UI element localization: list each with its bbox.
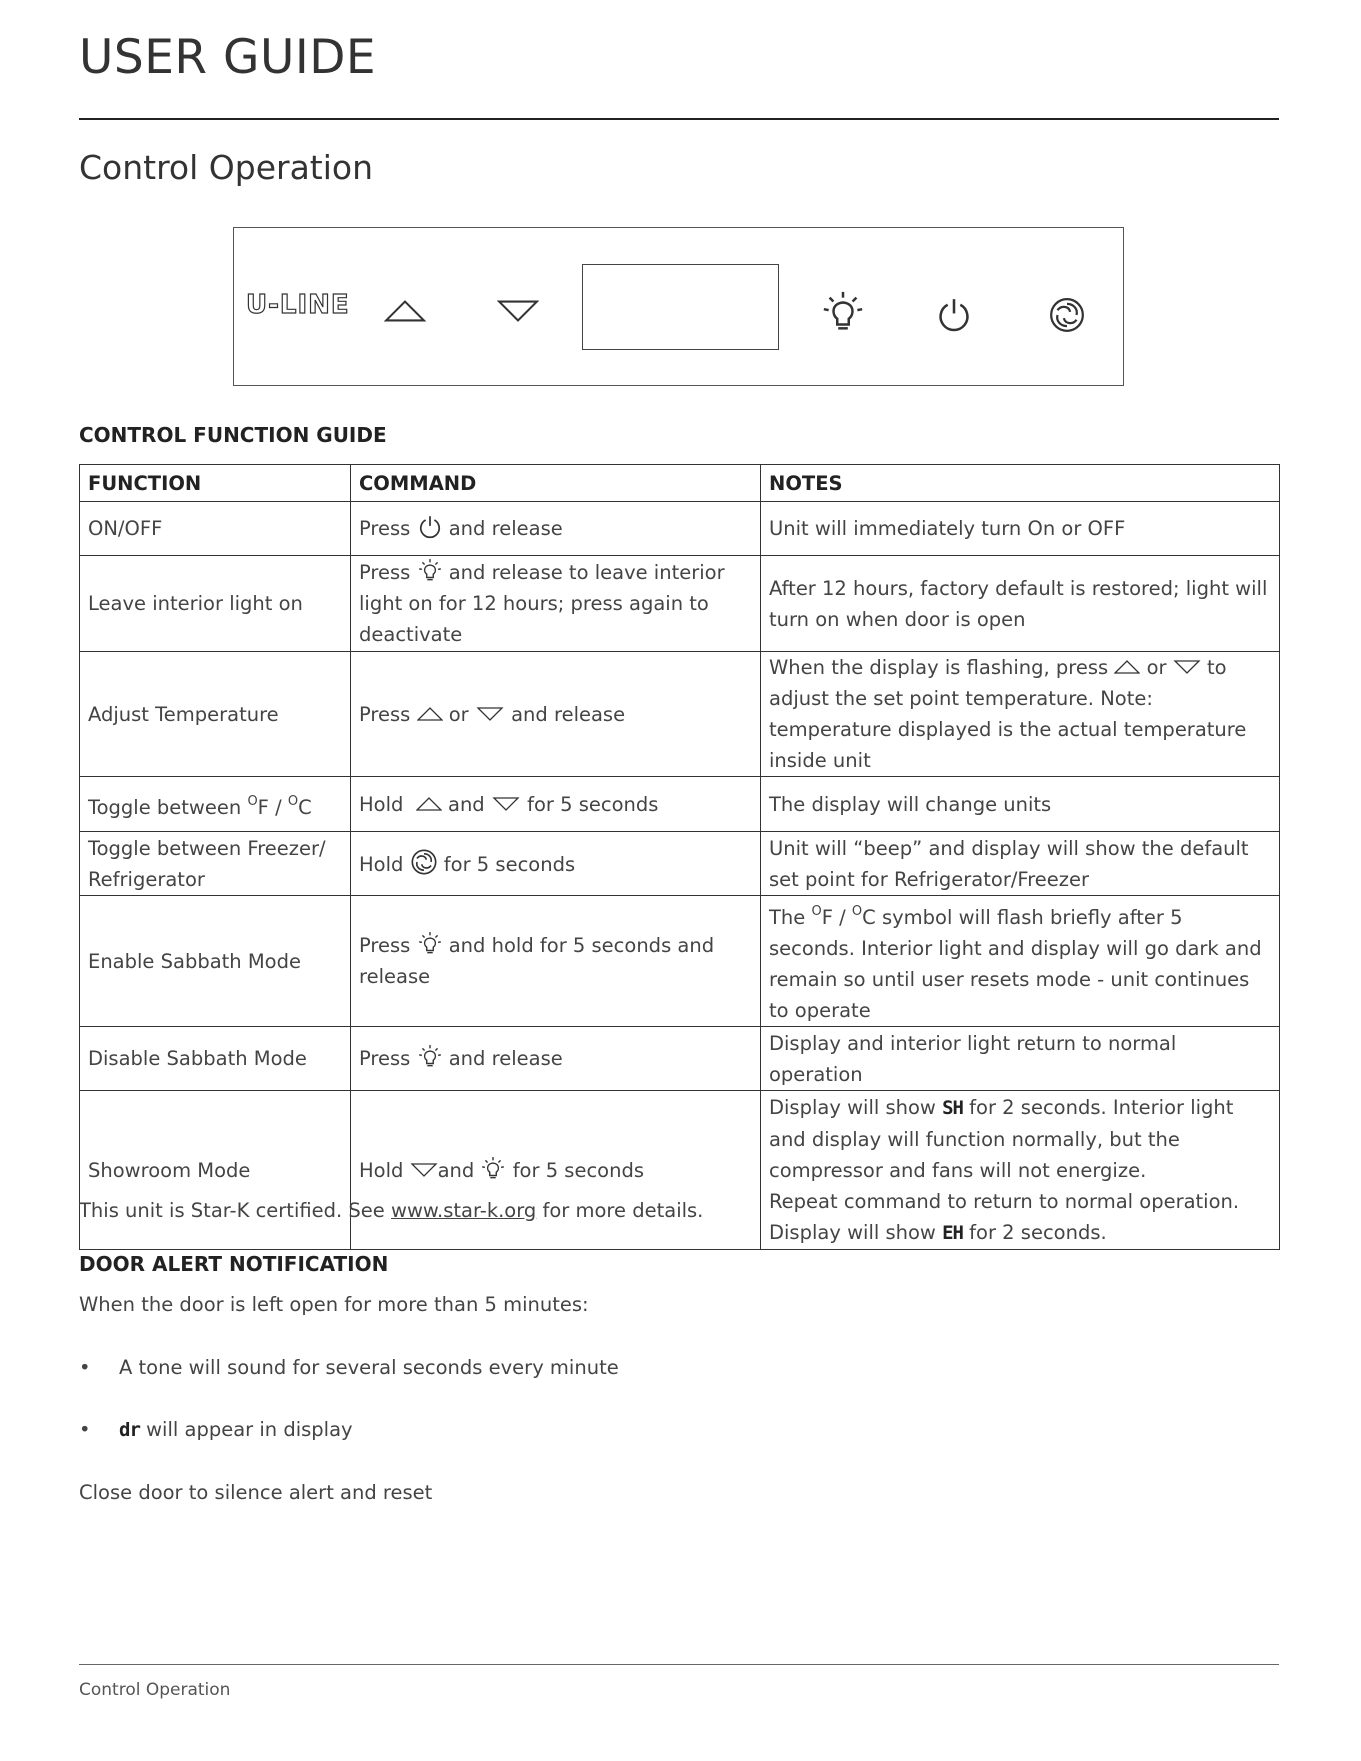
notes-text: When the display is flashing, press bbox=[769, 656, 1109, 679]
table-row bbox=[80, 1091, 1280, 1250]
command-text: Press bbox=[359, 517, 411, 540]
notes-cell bbox=[761, 652, 1280, 777]
function-cell: ON/OFF bbox=[80, 502, 351, 556]
down-arrow-icon bbox=[1173, 660, 1201, 674]
function-cell: Adjust Temperature bbox=[80, 652, 351, 777]
power-icon bbox=[935, 296, 973, 334]
notes-text: for 2 seconds. bbox=[969, 1220, 1107, 1244]
function-text: F / bbox=[257, 795, 282, 819]
table-row bbox=[80, 1027, 1280, 1091]
degree-mark: O bbox=[851, 904, 863, 919]
column-header: NOTES bbox=[761, 465, 1280, 502]
mode-icon bbox=[410, 848, 438, 876]
notes-text: F / bbox=[821, 906, 846, 929]
command-cell bbox=[351, 502, 761, 556]
command-text: and bbox=[448, 792, 485, 816]
control-function-guide-title: CONTROL FUNCTION GUIDE bbox=[79, 423, 387, 447]
notes-text: for 2 seconds. Interior light and display will function normally, but the compressor and fans will not energize. bbox=[769, 1095, 1234, 1182]
table-row bbox=[80, 832, 1280, 896]
notes-text: Display will show bbox=[769, 1095, 936, 1119]
list-item bbox=[79, 1356, 619, 1379]
light-icon bbox=[417, 931, 443, 957]
up-arrow-icon bbox=[416, 797, 442, 811]
notes-text: The bbox=[769, 906, 806, 929]
command-text: and bbox=[437, 1158, 475, 1182]
bullet-text: will appear in display bbox=[146, 1418, 353, 1441]
footer-label: Control Operation bbox=[79, 1680, 231, 1700]
notes-cell bbox=[761, 1091, 1280, 1250]
control-display-window bbox=[582, 264, 779, 350]
down-arrow-icon bbox=[475, 707, 505, 721]
star-k-link[interactable]: www.star-k.org bbox=[391, 1199, 537, 1222]
function-cell bbox=[80, 777, 351, 832]
notes-text: C symbol will flash briefly after 5 seconds. Interior light and display will go dark and remain so until user resets mode - unit continues to operate bbox=[769, 906, 1262, 1022]
table-row bbox=[80, 502, 1280, 556]
column-header: COMMAND bbox=[351, 465, 761, 502]
up-arrow-icon bbox=[417, 707, 443, 721]
command-text: and release to leave interior light on for 12 hours; press again to deactivate bbox=[359, 561, 725, 646]
star-k-text: for more details. bbox=[542, 1199, 704, 1222]
command-cell bbox=[351, 652, 761, 777]
control-function-table bbox=[79, 464, 1280, 1250]
degree-mark: O bbox=[247, 793, 258, 809]
command-text: for 5 seconds bbox=[443, 852, 576, 876]
command-text: Press bbox=[359, 934, 411, 957]
star-k-note bbox=[79, 1199, 703, 1222]
command-text: Press bbox=[359, 561, 411, 584]
command-cell bbox=[351, 556, 761, 652]
display-code: EH bbox=[942, 1221, 963, 1244]
function-cell: Enable Sabbath Mode bbox=[80, 896, 351, 1027]
command-text: Hold bbox=[359, 852, 404, 876]
function-cell: Leave interior light on bbox=[80, 556, 351, 652]
command-cell bbox=[351, 832, 761, 896]
command-text: and release bbox=[448, 1047, 563, 1070]
command-text: Press bbox=[359, 702, 411, 726]
bullet-mark: • bbox=[79, 1356, 91, 1379]
command-text: for 5 seconds bbox=[512, 1158, 645, 1182]
notes-text: Display will show bbox=[769, 1220, 936, 1244]
command-text: Hold bbox=[359, 792, 404, 816]
control-panel-illustration bbox=[233, 227, 1124, 386]
notes-cell bbox=[761, 896, 1280, 1027]
table-row bbox=[80, 777, 1280, 832]
down-arrow-icon bbox=[491, 797, 521, 811]
command-text: and release bbox=[448, 517, 563, 540]
down-arrow-icon bbox=[410, 1163, 438, 1177]
command-cell bbox=[351, 896, 761, 1027]
section-title: Control Operation bbox=[79, 148, 374, 187]
table-row bbox=[80, 896, 1280, 1027]
door-alert-title: DOOR ALERT NOTIFICATION bbox=[79, 1252, 389, 1276]
header-divider bbox=[79, 118, 1279, 120]
column-header: FUNCTION bbox=[80, 465, 351, 502]
table-row bbox=[80, 556, 1280, 652]
command-cell bbox=[351, 1091, 761, 1250]
list-item bbox=[79, 1418, 353, 1441]
notes-cell: After 12 hours, factory default is restored; light will turn on when door is open bbox=[761, 556, 1280, 652]
bullet-text: A tone will sound for several seconds every minute bbox=[119, 1356, 619, 1379]
notes-text: Repeat command to return to normal operation. bbox=[769, 1189, 1240, 1213]
command-text: for 5 seconds bbox=[527, 792, 659, 816]
command-text: and release bbox=[511, 702, 626, 726]
degree-mark: O bbox=[287, 793, 299, 809]
display-code: dr bbox=[119, 1419, 140, 1441]
door-alert-intro: When the door is left open for more than 5 minutes: bbox=[79, 1293, 589, 1316]
notes-cell: Unit will immediately turn On or OFF bbox=[761, 502, 1280, 556]
light-icon bbox=[820, 290, 866, 336]
mode-icon bbox=[1048, 296, 1086, 334]
star-k-text: This unit is Star-K certified. See bbox=[79, 1199, 385, 1222]
uline-logo: U-LINE bbox=[246, 290, 350, 320]
footer-divider bbox=[79, 1664, 1279, 1665]
function-text: Toggle between bbox=[88, 795, 242, 819]
degree-mark: O bbox=[811, 904, 822, 919]
notes-text: or bbox=[1146, 656, 1167, 679]
function-text: C bbox=[298, 795, 312, 819]
up-arrow-icon bbox=[1114, 660, 1140, 674]
notes-cell: Unit will “beep” and display will show the default set point for Refrigerator/Freezer bbox=[761, 832, 1280, 896]
notes-cell: The display will change units bbox=[761, 777, 1280, 832]
door-alert-closing: Close door to silence alert and reset bbox=[79, 1481, 433, 1504]
command-text: Press bbox=[359, 1047, 411, 1070]
light-icon bbox=[480, 1156, 506, 1182]
light-icon bbox=[417, 1044, 443, 1070]
notes-cell: Display and interior light return to normal operation bbox=[761, 1027, 1280, 1091]
command-text: or bbox=[448, 702, 469, 726]
display-code: SH bbox=[942, 1096, 963, 1119]
down-arrow-icon bbox=[497, 300, 539, 322]
up-arrow-icon bbox=[384, 300, 426, 322]
function-cell: Disable Sabbath Mode bbox=[80, 1027, 351, 1091]
command-cell bbox=[351, 1027, 761, 1091]
page-header: USER GUIDE bbox=[79, 30, 377, 85]
light-icon bbox=[417, 558, 443, 584]
power-icon bbox=[417, 514, 443, 540]
command-text: Hold bbox=[359, 1158, 404, 1182]
function-cell: Toggle between Freezer/ Refrigerator bbox=[80, 832, 351, 896]
command-text: and hold for 5 seconds and release bbox=[359, 934, 715, 988]
table-header-row bbox=[80, 465, 1280, 502]
bullet-mark: • bbox=[79, 1418, 91, 1441]
notes-text: to adjust the set point temperature. Note: temperature displayed is the actual temperature inside unit bbox=[769, 656, 1247, 772]
table-row bbox=[80, 652, 1280, 777]
function-cell: Showroom Mode bbox=[80, 1091, 351, 1250]
command-cell bbox=[351, 777, 761, 832]
